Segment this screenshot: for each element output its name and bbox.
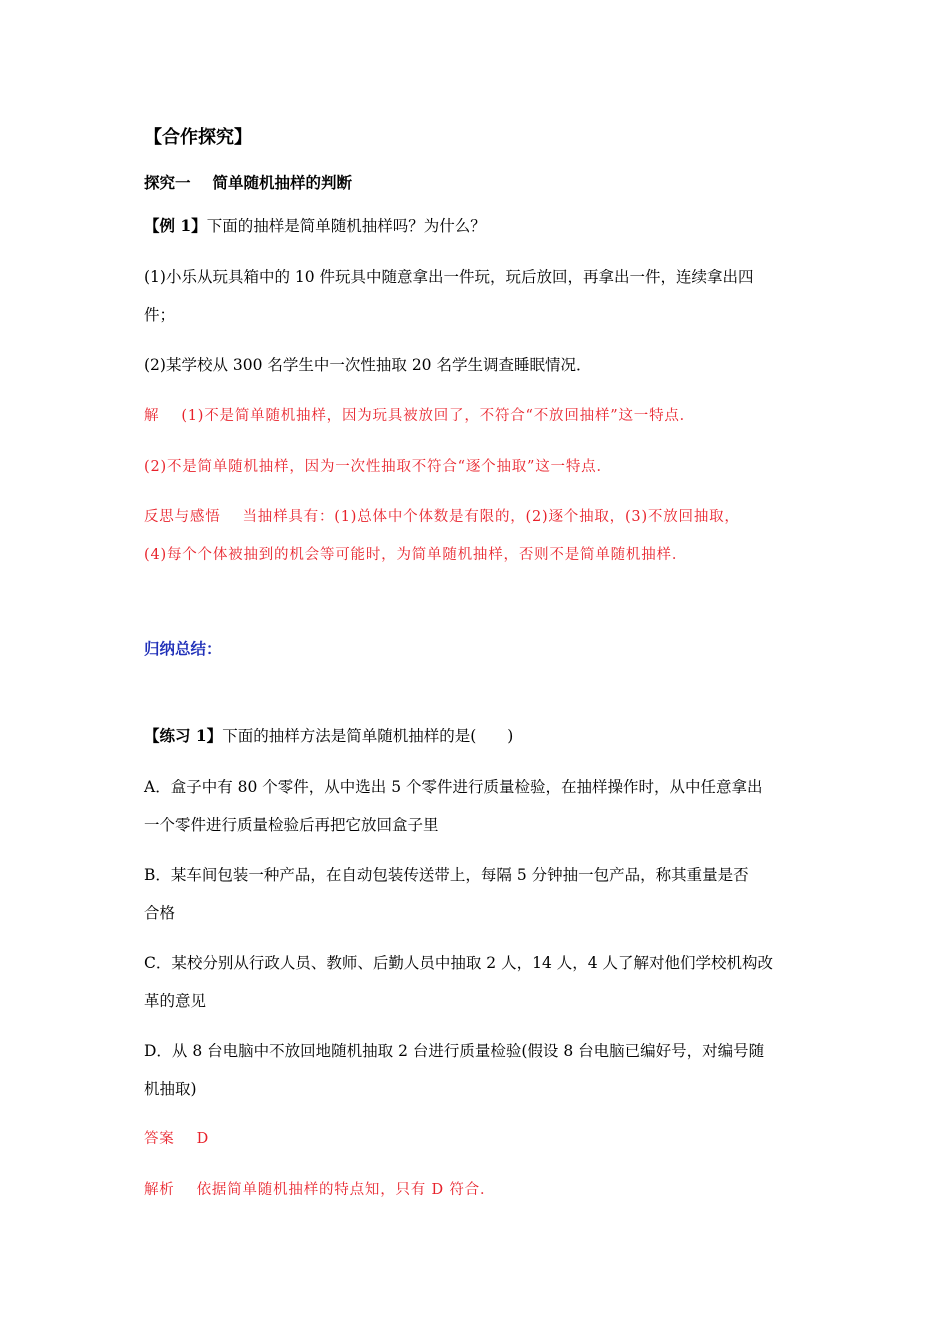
analysis-line — [144, 1180, 810, 1200]
option-b-line2: 合格 — [144, 904, 176, 922]
summary-label: 归纳总结： — [144, 639, 222, 658]
solution-label: 解 — [144, 408, 160, 424]
reflection-line2: (4)每个个体被抽到的机会等可能时，为简单随机抽样，否则不是简单随机抽样． — [144, 547, 688, 563]
example-item2: (2)某学校从 300 名学生中一次性抽取 20 名学生调查睡眠情况． — [144, 356, 592, 374]
option-c-line1: C．某校分别从行政人员、教师、后勤人员中抽取 2 人，14 人，4 人了解对他们学校机构改 — [144, 954, 774, 972]
reflection-label: 反思与感悟 — [144, 509, 221, 525]
answer-line — [144, 1129, 810, 1149]
solution-line2: (2)不是简单随机抽样，因为一次性抽取不符合“逐个抽取”这一特点． — [144, 459, 612, 475]
example-label: 【例 1】 — [144, 216, 207, 235]
analysis-label: 解析 — [144, 1182, 175, 1198]
exercise-label: 【练习 1】 — [144, 726, 223, 745]
reflection-line1 — [144, 507, 810, 527]
solution-line1 — [144, 406, 810, 426]
example-question — [144, 216, 810, 236]
exercise-question — [144, 726, 810, 746]
solution-text-1: (1)不是简单随机抽样，因为玩具被放回了，不符合“不放回抽样”这一特点． — [181, 408, 695, 424]
option-c-line2: 革的意见 — [144, 992, 207, 1010]
exercise-question-text: 下面的抽样方法是简单随机抽样的是( ) — [222, 727, 514, 745]
inquiry-label: 探究一 — [144, 173, 191, 192]
example-item1-line1: (1)小乐从玩具箱中的 10 件玩具中随意拿出一件玩，玩后放回，再拿出一件，连续拿出四 — [144, 268, 754, 286]
answer-value: D — [196, 1131, 210, 1147]
answer-label: 答案 — [144, 1131, 175, 1147]
example-question-text: 下面的抽样是简单随机抽样吗？为什么？ — [206, 217, 486, 235]
section-title: 【合作探究】 — [144, 127, 252, 148]
option-a-line1: A．盒子中有 80 个零件，从中选出 5 个零件进行质量检验，在抽样操作时，从中任意拿出 — [144, 778, 763, 796]
inquiry-heading — [144, 173, 810, 193]
example-item1-line2: 件； — [144, 306, 176, 324]
option-a-line2: 一个零件进行质量检验后再把它放回盒子里 — [144, 816, 439, 834]
option-d-line2: 机抽取) — [144, 1080, 197, 1098]
option-d-line1: D．从 8 台电脑中不放回地随机抽取 2 台进行质量检验(假设 8 台电脑已编好号，对编号随 — [144, 1042, 765, 1060]
inquiry-title: 简单随机抽样的判断 — [212, 173, 353, 192]
reflection-text-1: 当抽样具有：(1)总体中个体数是有限的，(2)逐个抽取，(3)不放回抽取， — [242, 509, 740, 525]
option-b-line1: B．某车间包装一种产品，在自动包装传送带上，每隔 5 分钟抽一包产品，称其重量是否 — [144, 866, 749, 884]
analysis-text: 依据简单随机抽样的特点知，只有 D 符合． — [196, 1182, 496, 1198]
